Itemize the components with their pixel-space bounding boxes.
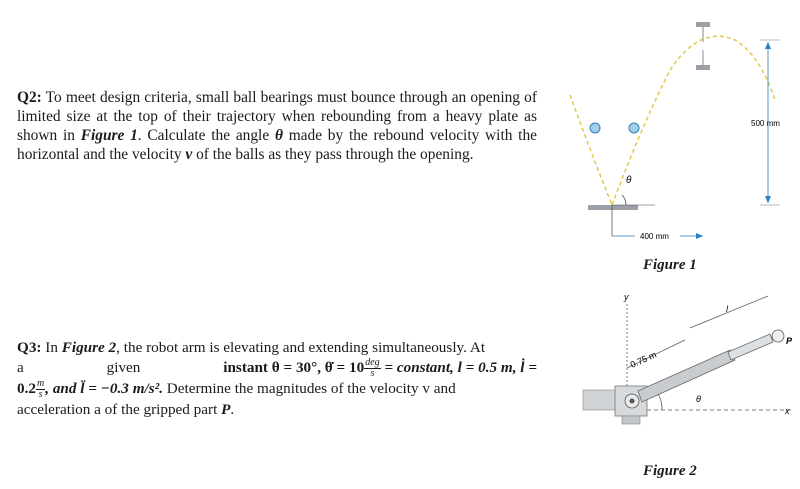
q2-text-4: of the balls as they pass through the opening. [192,146,474,163]
q2-text-2: . Calculate the angle [137,127,275,144]
opening-bottom [696,65,710,70]
trajectory-left-in [570,95,612,205]
robot-arm-inner [728,334,773,360]
q3-deg-fraction: $\frac{\text{deg}}{s}$ [365,356,380,379]
q3-val-ldot: 0.2 [17,379,36,397]
q3-text-1: In [41,339,62,356]
q3-instant: instant θ = 30°, θ̇ = 10 [223,358,365,376]
fig2-P: P [786,336,793,346]
q2-v: v [185,146,193,163]
q3-line-3 [17,379,537,400]
q3-m-fraction: $\frac{m}{s}$ [36,377,45,400]
q3-P: P [221,400,231,418]
figure-1-diagram [560,0,800,250]
heavy-plate [588,205,638,210]
q3-paragraph [17,338,537,419]
q2-label: Q2: [17,89,42,106]
angle-arc [622,195,626,205]
figure-1-caption: Figure 1 [643,257,697,273]
fig1-400mm: 400 mm [640,232,669,241]
robot-base-coil [583,390,618,410]
fig2-075m: 0.75 m [628,349,658,370]
figure-2-caption: Figure 2 [643,463,697,479]
dim-l-line [690,296,768,328]
q2-text-3: made by the rebound velocity with the horizontal and the velocity [17,127,537,163]
ball-left [590,123,600,133]
q3-and-lddot: , and l̈ = −0.3 m/s². [45,379,167,397]
q3-line-2 [17,358,537,379]
fig2-x: x [785,406,790,416]
q3-constant: = constant, l = 0.5 m, l̇ = [384,358,537,376]
q2-text-1: To meet design criteria, small ball bearings must bounce through an opening of limited size at the top of their trajectory when rebounding from a heavy plate as shown in [17,89,537,144]
q3-text-3: Determine the magnitudes of the velocity v and [166,379,456,397]
q3-word-a: a [17,358,24,376]
ball-right [629,123,639,133]
opening-top [696,22,710,27]
fig2-y: y [624,292,629,302]
q3-figure-ref: Figure 2 [61,339,117,356]
q3-text-2: , the robot arm is elevating and extending simultaneously. At [116,339,486,356]
q3-word-given: given [106,358,141,376]
fig2-theta: θ [696,394,701,404]
q2-paragraph [17,88,537,164]
fig1-500mm: 500 mm [751,119,780,128]
fig2-l: l [726,304,728,314]
gripper [772,330,784,342]
q3-text-4: acceleration a of the gripped part [17,400,222,418]
fig1-theta: θ [626,175,632,186]
q3-line-4: acceleration a of the gripped part P. [17,400,235,418]
q3-label: Q3: [17,339,42,356]
figure-2-diagram [580,290,800,445]
q2-theta: θ [274,127,283,144]
q3-line-1 [17,338,537,358]
q2-figure-ref: Figure 1 [80,127,138,144]
